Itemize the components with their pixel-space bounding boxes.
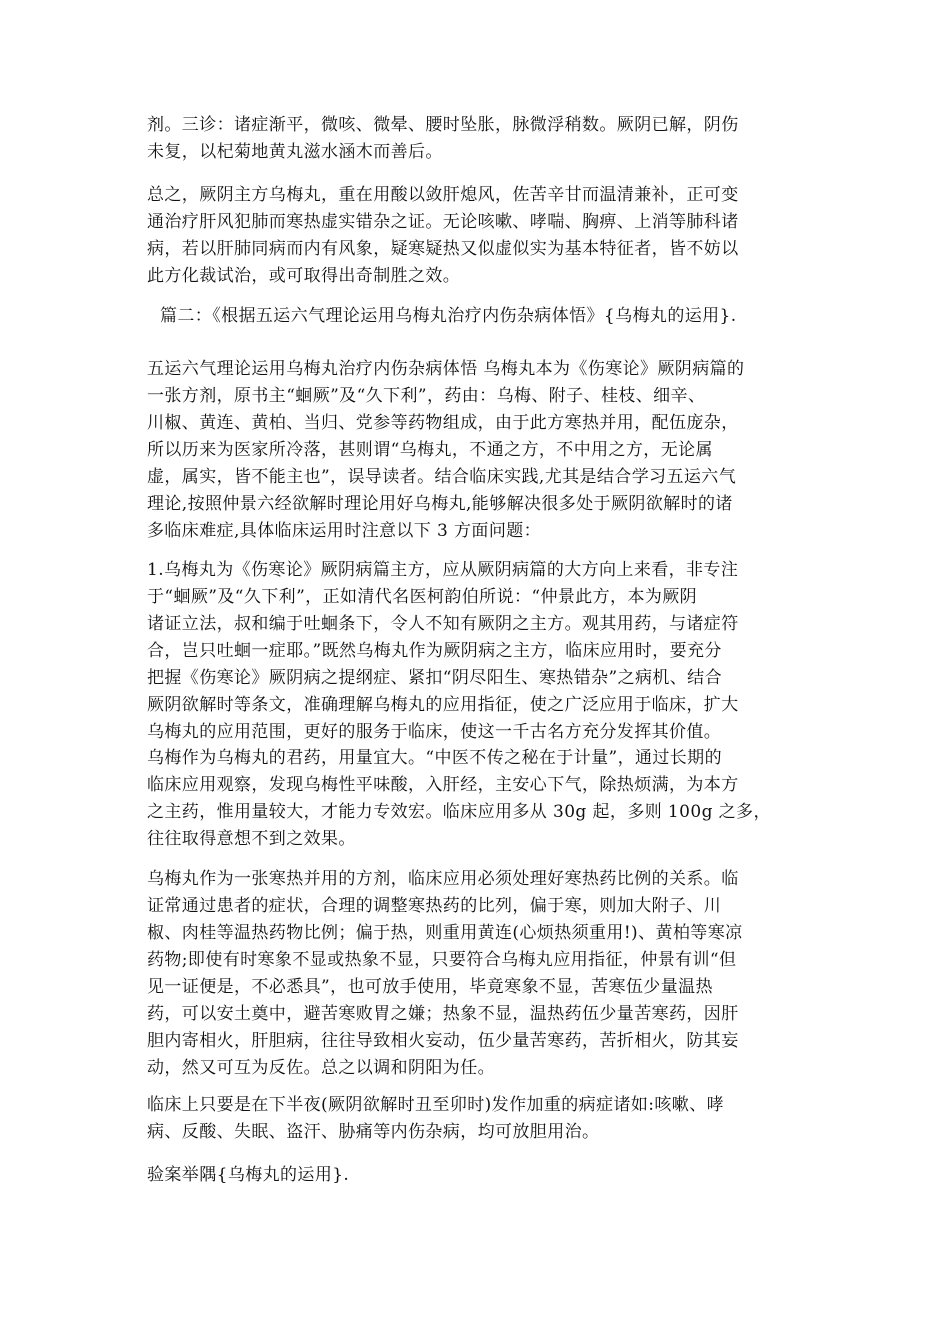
text-line: 五运六气理论运用乌梅丸治疗内伤杂病体悟 乌梅丸本为《伤寒论》厥阴病篇的 [147, 359, 745, 379]
text-line: 之主药，惟用量较大，才能力专效宏。临床应用多从 30g 起，多则 100g 之多， [147, 802, 771, 822]
paragraph-case-examples [147, 1162, 807, 1189]
text-line: 总之，厥阴主方乌梅丸，重在用酸以敛肝熄风，佐苦辛甘而温清兼补，正可变 [147, 185, 739, 205]
text-line: 此方化裁试治，或可取得出奇制胜之效。 [147, 266, 461, 286]
paragraph-summary [147, 182, 807, 290]
paragraph-clinical-timing [147, 1092, 807, 1146]
text-line: 合，岂只吐蛔一症耶。”既然乌梅丸作为厥阴病之主方，临床应用时，要充分 [147, 641, 722, 661]
paragraph-third-visit [147, 112, 807, 166]
heading-line: 篇二：《根据五运六气理论运用乌梅丸治疗内伤杂病体悟》{乌梅丸的运用}. [160, 306, 737, 326]
text-line: 乌梅作为乌梅丸的君药，用量宜大。“中医不传之秘在于计量”，通过长期的 [147, 748, 722, 768]
text-line: 1.乌梅丸为《伤寒论》厥阴病篇主方，应从厥阴病篇的大方向上来看，非专注 [147, 560, 739, 580]
text-line: 药，可以安土奠中，避苦寒败胃之嫌；热象不显，温热药伍少量苦寒药，因肝 [147, 1004, 739, 1024]
text-line: 椒、肉桂等温热药物比例；偏于热，则重用黄连(心烦热须重用!)、黄柏等寒凉 [147, 923, 743, 943]
text-line: 病，若以肝肺同病而内有风象，疑寒疑热又似虚似实为基本特征者，皆不妨以 [147, 239, 739, 259]
text-line: 病、反酸、失眠、盗汗、胁痛等内伤杂病，均可放胆用治。 [147, 1122, 600, 1142]
text-line: 往往取得意想不到之效果。 [147, 829, 356, 849]
paragraph-dosage [147, 745, 807, 853]
text-line: 乌梅丸的应用范围，更好的服务于临床，使这一千古名方充分发挥其价值。 [147, 722, 722, 742]
text-line: 乌梅丸作为一张寒热并用的方剂，临床应用必须处理好寒热药比例的关系。临 [147, 869, 739, 889]
text-line: 通治疗肝风犯肺而寒热虚实错杂之证。无论咳嗽、哮喘、胸痹、上消等肺科诸 [147, 212, 739, 232]
text-line: 一张方剂，原书主“蛔厥”及“久下利”，药由：乌梅、附子、桂枝、细辛、 [147, 386, 706, 406]
text-line: 临床应用观察，发现乌梅性平味酸，入肝经，主安心下气，除热烦满，为本方 [147, 775, 739, 795]
text-line: 临床上只要是在下半夜(厥阴欲解时丑至卯时)发作加重的病症诸如:咳嗽、哮 [147, 1095, 724, 1115]
text-line: 剂。三诊：诸症渐平，微咳、微晕、腰时坠胀，脉微浮稍数。厥阴已解，阴伤 [147, 115, 739, 135]
text-line: 理论,按照仲景六经欲解时理论用好乌梅丸,能够解决很多处于厥阴欲解时的诸 [147, 494, 733, 514]
text-line: 诸证立法，叔和编于吐蛔条下，令人不知有厥阴之主方。观其用药，与诸症符 [147, 614, 739, 634]
text-line: 证常通过患者的症状，合理的调整寒热药的比列，偏于寒，则加大附子、川 [147, 896, 722, 916]
text-line: 药物;即使有时寒象不显或热象不显，只要符合乌梅丸应用指征，仲景有训“但 [147, 950, 737, 970]
paragraph-cold-heat-ratio [147, 866, 807, 1082]
text-line: 所以历来为医家所冷落，甚则谓“乌梅丸，不通之方，不中用之方，无论属 [147, 440, 713, 460]
text-line: 多临床难症,具体临床运用时注意以下 3 方面问题： [147, 521, 542, 541]
text-line: 未复，以杞菊地黄丸滋水涵木而善后。 [147, 142, 443, 162]
text-line: 虚，属实，皆不能主也”，误导读者。结合临床实践,尤其是结合学习五运六气 [147, 467, 737, 487]
paragraph-point-one [147, 557, 807, 746]
text-line: 验案举隅{乌梅丸的运用}. [147, 1165, 350, 1185]
text-line: 把握《伤寒论》厥阴病之提纲症、紧扣“阴尽阳生、寒热错杂”之病机、结合 [147, 668, 722, 688]
section-heading [160, 303, 820, 330]
text-line: 见一证便是，不必悉具”，也可放手使用，毕竟寒象不显，苦寒伍少量温热 [147, 977, 713, 997]
text-line: 胆内寄相火，肝胆病，往往导致相火妄动，伍少量苦寒药，苦折相火，防其妄 [147, 1031, 739, 1051]
paragraph-introduction [147, 356, 807, 545]
text-line: 动，然又可互为反佐。总之以调和阴阳为任。 [147, 1058, 495, 1078]
text-line: 于“蛔厥”及“久下利”，正如清代名医柯韵伯所说：“仲景此方，本为厥阴 [147, 587, 698, 607]
text-line: 厥阴欲解时等条文，准确理解乌梅丸的应用指征，使之广泛应用于临床，扩大 [147, 695, 739, 715]
text-line: 川椒、黄连、黄柏、当归、党参等药物组成，由于此方寒热并用，配伍庞杂， [147, 413, 739, 433]
